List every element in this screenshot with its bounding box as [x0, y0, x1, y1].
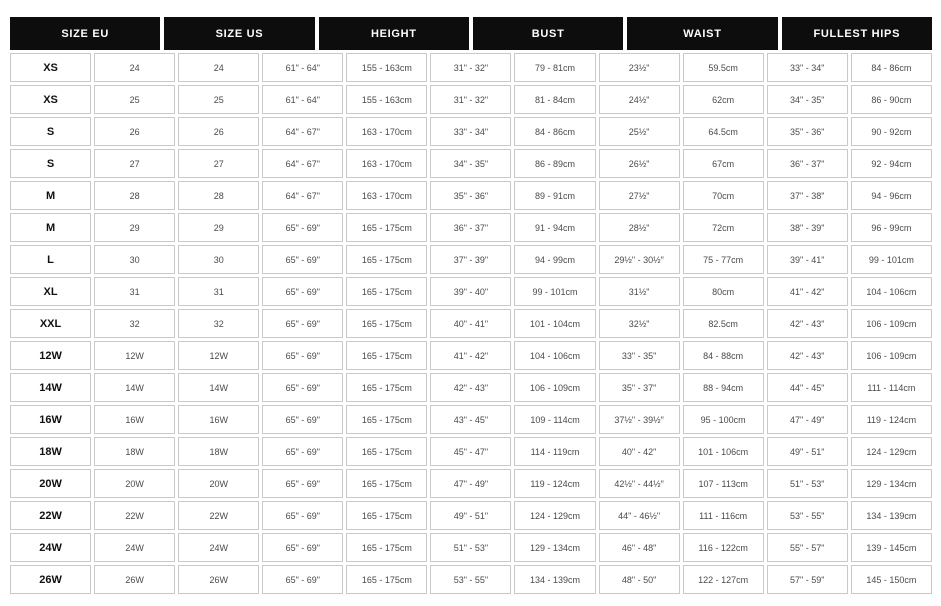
- value-cell: 134 - 139cm: [851, 501, 932, 530]
- value-cell: 30: [178, 245, 259, 274]
- value-cell: 25: [178, 85, 259, 114]
- value-cell: 24W: [178, 533, 259, 562]
- value-cell: 33" - 34": [767, 53, 848, 82]
- value-cell: 25: [94, 85, 175, 114]
- value-cell: 101 - 106cm: [683, 437, 764, 466]
- value-cell: 27: [178, 149, 259, 178]
- value-cell: 139 - 145cm: [851, 533, 932, 562]
- value-cell: 64" - 67": [262, 149, 343, 178]
- size-label-cell: 14W: [10, 373, 91, 402]
- value-cell: 29: [178, 213, 259, 242]
- value-cell: 165 - 175cm: [346, 277, 427, 306]
- size-label-cell: 22W: [10, 501, 91, 530]
- size-label-cell: XS: [10, 85, 91, 114]
- value-cell: 42½" - 44½": [599, 469, 680, 498]
- value-cell: 39" - 41": [767, 245, 848, 274]
- value-cell: 14W: [178, 373, 259, 402]
- size-label-cell: S: [10, 149, 91, 178]
- value-cell: 40" - 41": [430, 309, 511, 338]
- value-cell: 165 - 175cm: [346, 565, 427, 594]
- value-cell: 24: [94, 53, 175, 82]
- value-cell: 51" - 53": [430, 533, 511, 562]
- value-cell: 32½": [599, 309, 680, 338]
- value-cell: 122 - 127cm: [683, 565, 764, 594]
- value-cell: 41" - 42": [767, 277, 848, 306]
- table-body: [7, 50, 935, 597]
- column-header-bust: BUST: [473, 17, 623, 50]
- value-cell: 106 - 109cm: [851, 341, 932, 370]
- value-cell: 81 - 84cm: [514, 85, 595, 114]
- value-cell: 34" - 35": [430, 149, 511, 178]
- value-cell: 101 - 104cm: [514, 309, 595, 338]
- value-cell: 104 - 106cm: [514, 341, 595, 370]
- value-cell: 33" - 35": [599, 341, 680, 370]
- value-cell: 28: [94, 181, 175, 210]
- value-cell: 49" - 51": [430, 501, 511, 530]
- size-label-cell: S: [10, 117, 91, 146]
- value-cell: 35" - 36": [430, 181, 511, 210]
- value-cell: 20W: [94, 469, 175, 498]
- value-cell: 25½": [599, 117, 680, 146]
- value-cell: 51" - 53": [767, 469, 848, 498]
- value-cell: 16W: [94, 405, 175, 434]
- value-cell: 89 - 91cm: [514, 181, 595, 210]
- value-cell: 33" - 34": [430, 117, 511, 146]
- value-cell: 84 - 88cm: [683, 341, 764, 370]
- value-cell: 165 - 175cm: [346, 405, 427, 434]
- value-cell: 104 - 106cm: [851, 277, 932, 306]
- value-cell: 43" - 45": [430, 405, 511, 434]
- size-label-cell: XXL: [10, 309, 91, 338]
- value-cell: 94 - 96cm: [851, 181, 932, 210]
- value-cell: 32: [94, 309, 175, 338]
- value-cell: 24½": [599, 85, 680, 114]
- value-cell: 31: [94, 277, 175, 306]
- table-row: [10, 277, 932, 306]
- value-cell: 32: [178, 309, 259, 338]
- value-cell: 20W: [178, 469, 259, 498]
- value-cell: 38" - 39": [767, 213, 848, 242]
- value-cell: 99 - 101cm: [851, 245, 932, 274]
- value-cell: 124 - 129cm: [514, 501, 595, 530]
- value-cell: 27: [94, 149, 175, 178]
- value-cell: 31" - 32": [430, 85, 511, 114]
- value-cell: 64" - 67": [262, 181, 343, 210]
- size-label-cell: 20W: [10, 469, 91, 498]
- value-cell: 165 - 175cm: [346, 469, 427, 498]
- value-cell: 119 - 124cm: [851, 405, 932, 434]
- value-cell: 35" - 37": [599, 373, 680, 402]
- table-row: [10, 533, 932, 562]
- value-cell: 31½": [599, 277, 680, 306]
- value-cell: 94 - 99cm: [514, 245, 595, 274]
- table-row: [10, 437, 932, 466]
- value-cell: 84 - 86cm: [514, 117, 595, 146]
- value-cell: 91 - 94cm: [514, 213, 595, 242]
- value-cell: 107 - 113cm: [683, 469, 764, 498]
- value-cell: 12W: [94, 341, 175, 370]
- value-cell: 129 - 134cm: [514, 533, 595, 562]
- value-cell: 26½": [599, 149, 680, 178]
- value-cell: 116 - 122cm: [683, 533, 764, 562]
- value-cell: 80cm: [683, 277, 764, 306]
- value-cell: 42" - 43": [767, 341, 848, 370]
- table-row: [10, 245, 932, 274]
- size-label-cell: M: [10, 181, 91, 210]
- value-cell: 88 - 94cm: [683, 373, 764, 402]
- value-cell: 65" - 69": [262, 341, 343, 370]
- size-label-cell: XL: [10, 277, 91, 306]
- value-cell: 75 - 77cm: [683, 245, 764, 274]
- value-cell: 59.5cm: [683, 53, 764, 82]
- value-cell: 165 - 175cm: [346, 341, 427, 370]
- value-cell: 65" - 69": [262, 277, 343, 306]
- value-cell: 65" - 69": [262, 469, 343, 498]
- value-cell: 39" - 40": [430, 277, 511, 306]
- value-cell: 165 - 175cm: [346, 373, 427, 402]
- column-header-size-eu: SIZE EU: [10, 17, 160, 50]
- value-cell: 163 - 170cm: [346, 181, 427, 210]
- value-cell: 84 - 86cm: [851, 53, 932, 82]
- value-cell: 163 - 170cm: [346, 149, 427, 178]
- value-cell: 165 - 175cm: [346, 213, 427, 242]
- value-cell: 165 - 175cm: [346, 245, 427, 274]
- value-cell: 28: [178, 181, 259, 210]
- table-row: [10, 85, 932, 114]
- table-row: [10, 405, 932, 434]
- table-row: [10, 565, 932, 594]
- value-cell: 106 - 109cm: [514, 373, 595, 402]
- value-cell: 134 - 139cm: [514, 565, 595, 594]
- table-row: [10, 53, 932, 82]
- value-cell: 129 - 134cm: [851, 469, 932, 498]
- size-label-cell: 26W: [10, 565, 91, 594]
- value-cell: 31" - 32": [430, 53, 511, 82]
- value-cell: 65" - 69": [262, 501, 343, 530]
- value-cell: 65" - 69": [262, 533, 343, 562]
- value-cell: 14W: [94, 373, 175, 402]
- value-cell: 165 - 175cm: [346, 437, 427, 466]
- value-cell: 18W: [94, 437, 175, 466]
- value-cell: 82.5cm: [683, 309, 764, 338]
- value-cell: 62cm: [683, 85, 764, 114]
- value-cell: 114 - 119cm: [514, 437, 595, 466]
- size-label-cell: M: [10, 213, 91, 242]
- value-cell: 165 - 175cm: [346, 309, 427, 338]
- value-cell: 96 - 99cm: [851, 213, 932, 242]
- column-header-fullest-hips: FULLEST HIPS: [782, 17, 932, 50]
- value-cell: 109 - 114cm: [514, 405, 595, 434]
- table-row: [10, 149, 932, 178]
- value-cell: 53" - 55": [767, 501, 848, 530]
- value-cell: 49" - 51": [767, 437, 848, 466]
- value-cell: 61" - 64": [262, 53, 343, 82]
- value-cell: 46" - 48": [599, 533, 680, 562]
- value-cell: 65" - 69": [262, 309, 343, 338]
- value-cell: 37½" - 39½": [599, 405, 680, 434]
- value-cell: 48" - 50": [599, 565, 680, 594]
- size-label-cell: 18W: [10, 437, 91, 466]
- value-cell: 36" - 37": [767, 149, 848, 178]
- value-cell: 79 - 81cm: [514, 53, 595, 82]
- value-cell: 55" - 57": [767, 533, 848, 562]
- value-cell: 119 - 124cm: [514, 469, 595, 498]
- value-cell: 42" - 43": [430, 373, 511, 402]
- value-cell: 53" - 55": [430, 565, 511, 594]
- value-cell: 29½" - 30½": [599, 245, 680, 274]
- value-cell: 34" - 35": [767, 85, 848, 114]
- value-cell: 47" - 49": [430, 469, 511, 498]
- value-cell: 64.5cm: [683, 117, 764, 146]
- value-cell: 165 - 175cm: [346, 533, 427, 562]
- value-cell: 64" - 67": [262, 117, 343, 146]
- value-cell: 40" - 42": [599, 437, 680, 466]
- value-cell: 12W: [178, 341, 259, 370]
- value-cell: 22W: [178, 501, 259, 530]
- value-cell: 163 - 170cm: [346, 117, 427, 146]
- size-label-cell: XS: [10, 53, 91, 82]
- value-cell: 67cm: [683, 149, 764, 178]
- value-cell: 42" - 43": [767, 309, 848, 338]
- value-cell: 44" - 45": [767, 373, 848, 402]
- value-cell: 45" - 47": [430, 437, 511, 466]
- value-cell: 65" - 69": [262, 437, 343, 466]
- table-row: [10, 117, 932, 146]
- value-cell: 111 - 116cm: [683, 501, 764, 530]
- column-header-waist: WAIST: [627, 17, 777, 50]
- value-cell: 92 - 94cm: [851, 149, 932, 178]
- value-cell: 65" - 69": [262, 245, 343, 274]
- column-header-size-us: SIZE US: [164, 17, 314, 50]
- size-chart-table: [10, 17, 932, 597]
- value-cell: 99 - 101cm: [514, 277, 595, 306]
- table-header-row: [10, 17, 932, 50]
- value-cell: 18W: [178, 437, 259, 466]
- value-cell: 44" - 46½": [599, 501, 680, 530]
- table-row: [10, 373, 932, 402]
- value-cell: 35" - 36": [767, 117, 848, 146]
- value-cell: 23½": [599, 53, 680, 82]
- value-cell: 26: [178, 117, 259, 146]
- value-cell: 145 - 150cm: [851, 565, 932, 594]
- size-label-cell: 24W: [10, 533, 91, 562]
- value-cell: 41" - 42": [430, 341, 511, 370]
- value-cell: 111 - 114cm: [851, 373, 932, 402]
- value-cell: 61" - 64": [262, 85, 343, 114]
- table-row: [10, 213, 932, 242]
- value-cell: 90 - 92cm: [851, 117, 932, 146]
- value-cell: 65" - 69": [262, 405, 343, 434]
- table-row: [10, 181, 932, 210]
- size-label-cell: L: [10, 245, 91, 274]
- value-cell: 155 - 163cm: [346, 85, 427, 114]
- value-cell: 37" - 39": [430, 245, 511, 274]
- table-row: [10, 501, 932, 530]
- table-row: [10, 469, 932, 498]
- value-cell: 24: [178, 53, 259, 82]
- value-cell: 86 - 90cm: [851, 85, 932, 114]
- size-label-cell: 16W: [10, 405, 91, 434]
- value-cell: 28½": [599, 213, 680, 242]
- value-cell: 95 - 100cm: [683, 405, 764, 434]
- table-row: [10, 341, 932, 370]
- value-cell: 106 - 109cm: [851, 309, 932, 338]
- value-cell: 65" - 69": [262, 373, 343, 402]
- value-cell: 47" - 49": [767, 405, 848, 434]
- value-cell: 37" - 38": [767, 181, 848, 210]
- value-cell: 65" - 69": [262, 565, 343, 594]
- value-cell: 36" - 37": [430, 213, 511, 242]
- value-cell: 57" - 59": [767, 565, 848, 594]
- value-cell: 22W: [94, 501, 175, 530]
- table-row: [10, 309, 932, 338]
- value-cell: 124 - 129cm: [851, 437, 932, 466]
- value-cell: 26W: [178, 565, 259, 594]
- column-header-height: HEIGHT: [319, 17, 469, 50]
- value-cell: 31: [178, 277, 259, 306]
- value-cell: 70cm: [683, 181, 764, 210]
- value-cell: 65" - 69": [262, 213, 343, 242]
- value-cell: 155 - 163cm: [346, 53, 427, 82]
- size-label-cell: 12W: [10, 341, 91, 370]
- value-cell: 72cm: [683, 213, 764, 242]
- value-cell: 26W: [94, 565, 175, 594]
- value-cell: 29: [94, 213, 175, 242]
- value-cell: 27½": [599, 181, 680, 210]
- value-cell: 165 - 175cm: [346, 501, 427, 530]
- value-cell: 16W: [178, 405, 259, 434]
- value-cell: 24W: [94, 533, 175, 562]
- value-cell: 26: [94, 117, 175, 146]
- value-cell: 86 - 89cm: [514, 149, 595, 178]
- value-cell: 30: [94, 245, 175, 274]
